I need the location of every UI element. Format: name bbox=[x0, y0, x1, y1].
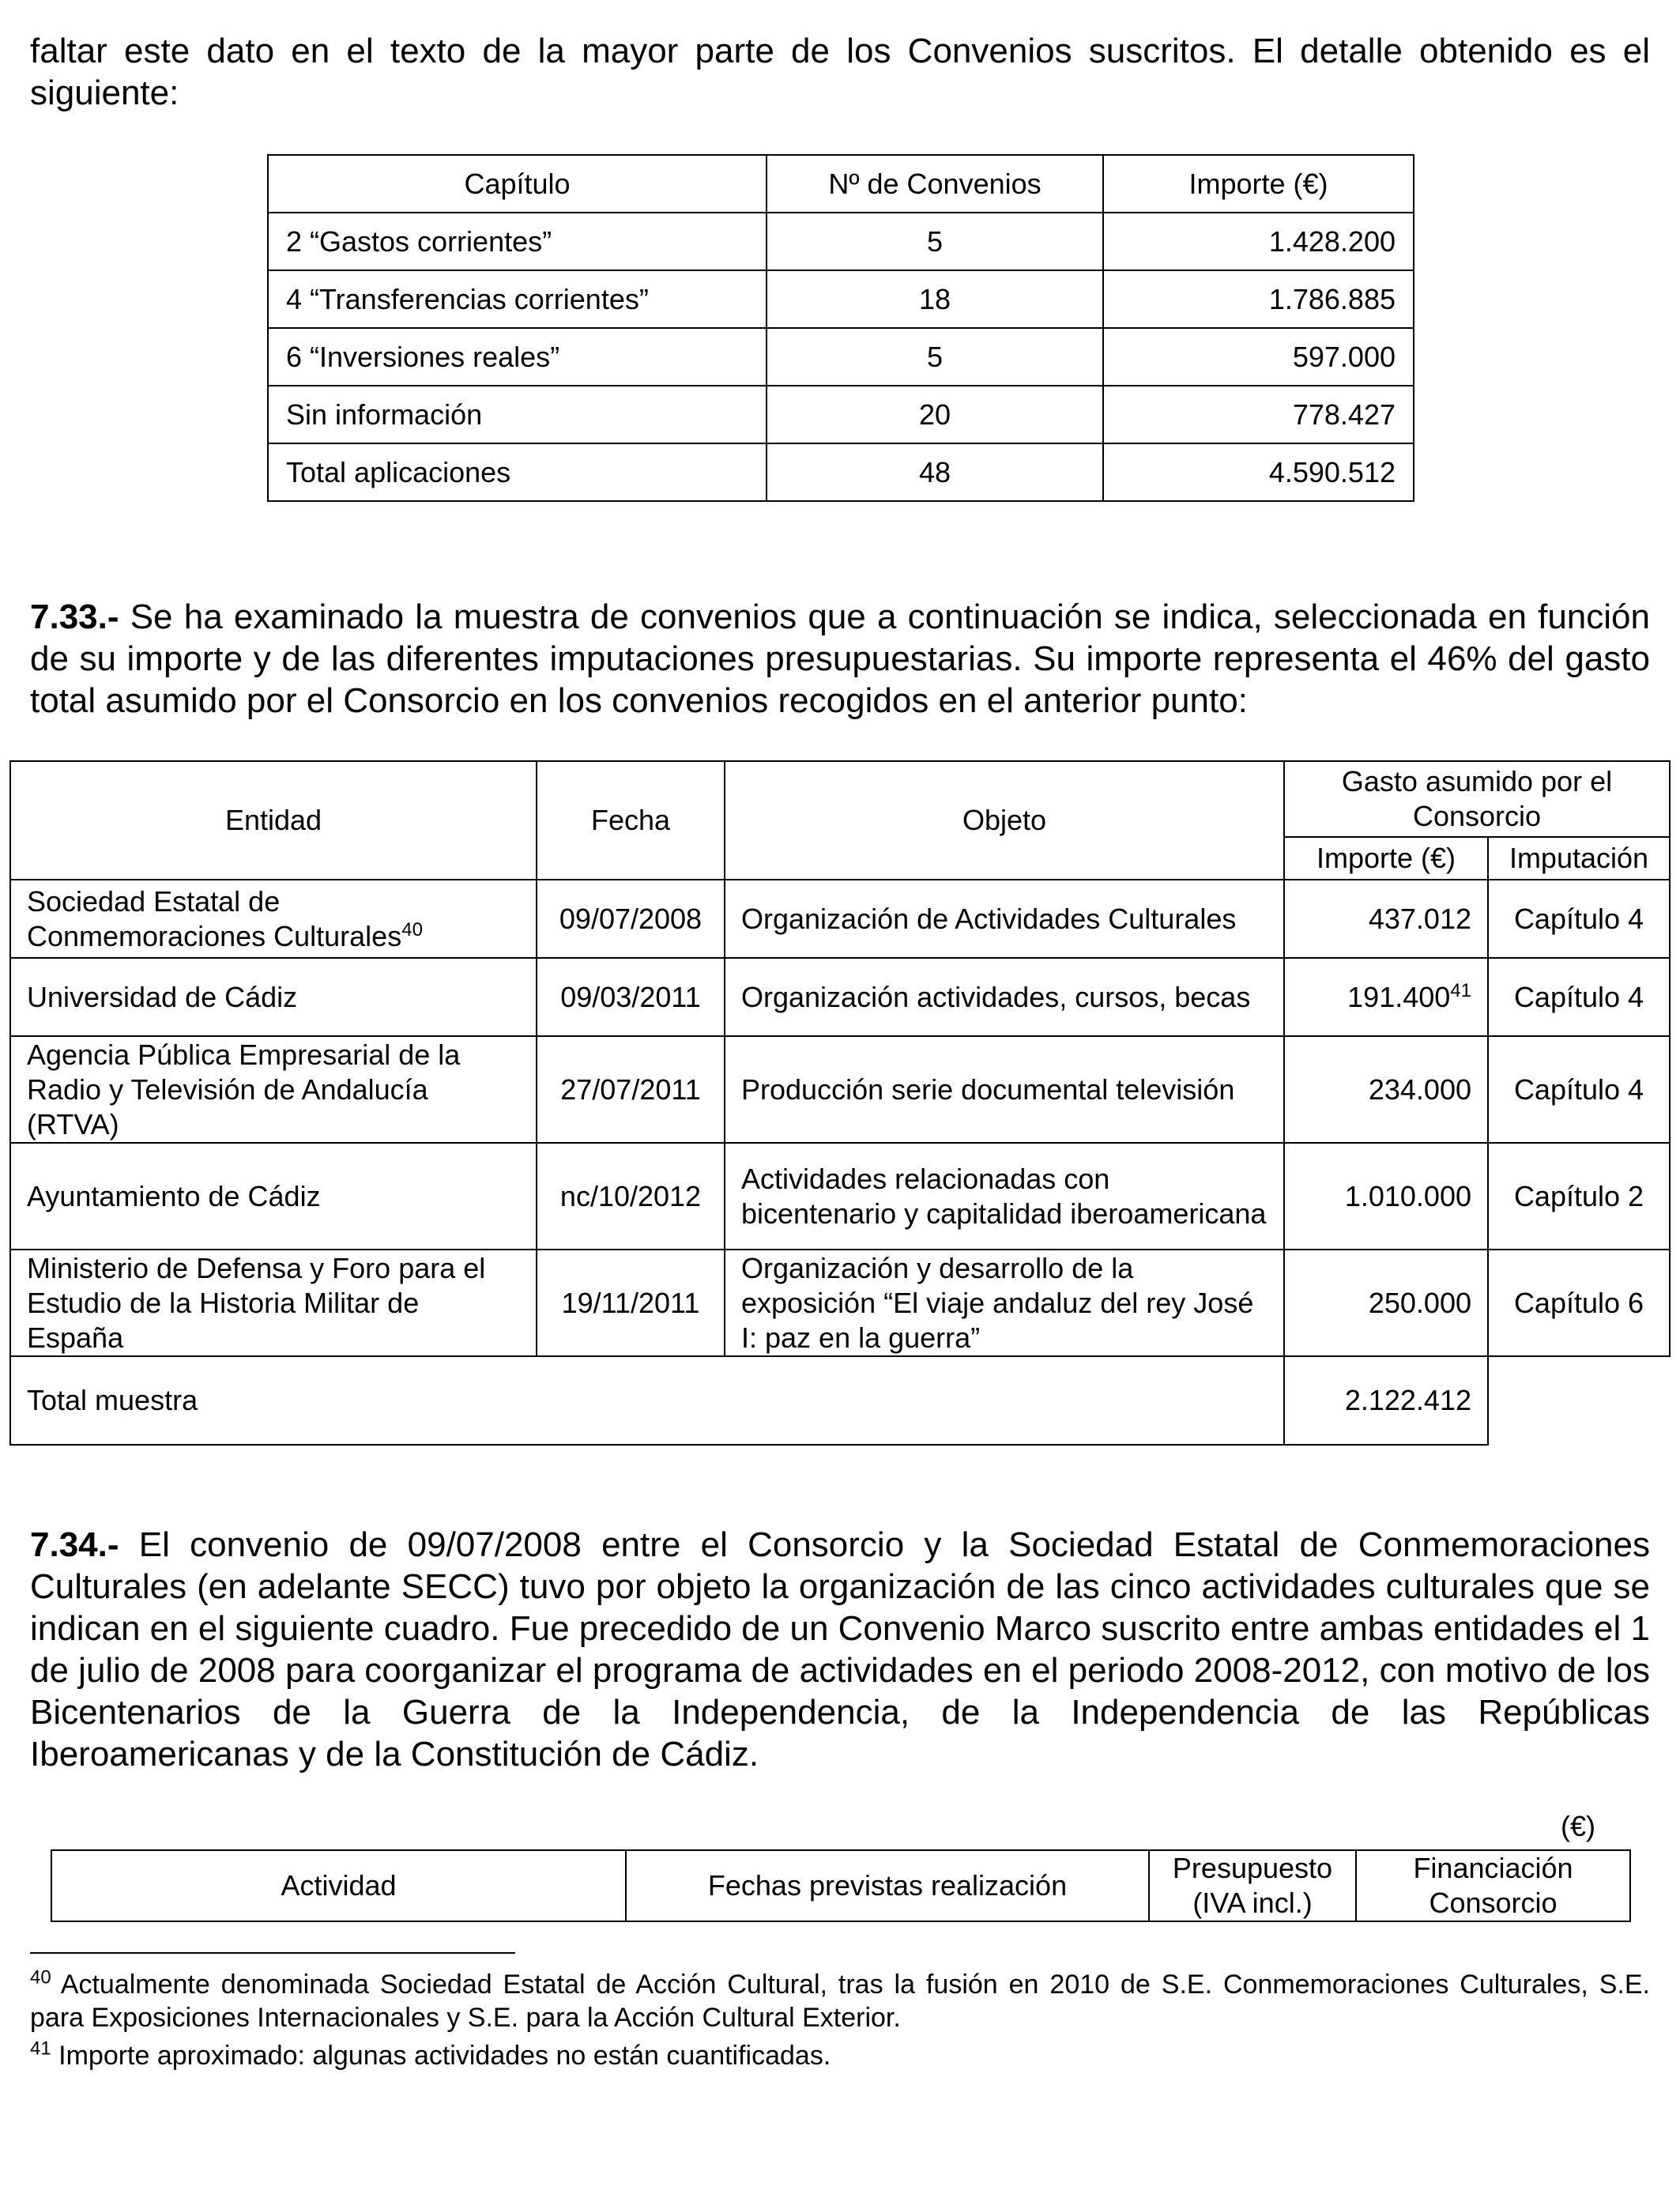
footnote-40 bbox=[30, 1968, 1650, 2034]
cell-importe bbox=[1284, 880, 1488, 958]
cell-total-label: Total muestra bbox=[10, 1356, 1284, 1445]
footnote-number: 41 bbox=[30, 2038, 51, 2060]
cell-imputacion: Capítulo 4 bbox=[1488, 958, 1670, 1036]
entidad-text: Sociedad Estatal de Conmemoraciones Culturales bbox=[27, 884, 402, 952]
section-number: 7.33.- bbox=[30, 598, 119, 636]
cell-objeto: Actividades relacionadas con bicentenario y capitalidad iberoamericana bbox=[725, 1143, 1284, 1250]
cell-empty bbox=[1488, 1356, 1670, 1445]
paragraph-text: Se ha examinado la muestra de convenios que a continuación se indica, seleccionada en función de su importe y de las diferentes imputaciones presupuestarias. Su importe representa el 46% del gasto total asumido por el Consorcio en los convenios recogidos en el anterior punto: bbox=[30, 598, 1650, 720]
entidad-text: Ministerio de Defensa y Foro para el Estudio de la Historia Militar de España bbox=[27, 1251, 486, 1354]
cell-fecha: nc/10/2012 bbox=[537, 1143, 725, 1250]
table-muestra-convenios bbox=[9, 760, 1671, 1446]
table-row bbox=[268, 328, 1414, 386]
cell-num: 48 bbox=[767, 443, 1103, 501]
cell-capitulo: Total aplicaciones bbox=[268, 443, 767, 501]
footnote-ref: 40 bbox=[401, 918, 423, 941]
intro-paragraph: faltar este dato en el texto de la mayor parte de los Convenios suscritos. El detalle obtenido es el siguiente: bbox=[30, 32, 1650, 112]
importe-text: 234.000 bbox=[1368, 1072, 1471, 1106]
cell-capitulo: 6 “Inversiones reales” bbox=[268, 328, 767, 386]
table-row bbox=[268, 386, 1414, 443]
cell-objeto: Organización actividades, cursos, becas bbox=[725, 958, 1284, 1036]
importe-text: 191.400 bbox=[1347, 980, 1451, 1013]
cell-entidad bbox=[10, 1036, 537, 1143]
cell-importe bbox=[1284, 1143, 1488, 1250]
header-financiacion: Financiación Consorcio bbox=[1356, 1850, 1630, 1921]
header-num-convenios: Nº de Convenios bbox=[767, 155, 1103, 213]
table-total-row bbox=[10, 1356, 1670, 1445]
paragraph-7-34 bbox=[30, 1524, 1650, 1775]
table-row bbox=[10, 1143, 1670, 1250]
table-row bbox=[10, 958, 1670, 1036]
cell-entidad bbox=[10, 880, 537, 958]
header-actividad: Actividad bbox=[51, 1850, 626, 1921]
header-importe: Importe (€) bbox=[1284, 837, 1488, 880]
table-capitulos bbox=[267, 154, 1414, 502]
cell-imputacion: Capítulo 4 bbox=[1488, 1036, 1670, 1143]
cell-fecha: 09/07/2008 bbox=[537, 880, 725, 958]
header-imputacion: Imputación bbox=[1488, 837, 1670, 880]
footnote-number: 40 bbox=[30, 1966, 51, 1989]
cell-fecha: 27/07/2011 bbox=[537, 1036, 725, 1143]
cell-importe: 1.428.200 bbox=[1103, 213, 1414, 270]
table-row bbox=[268, 270, 1414, 328]
cell-fecha: 09/03/2011 bbox=[537, 958, 725, 1036]
header-presupuesto: Presupuesto (IVA incl.) bbox=[1149, 1850, 1356, 1921]
table-header-row bbox=[10, 761, 1670, 837]
cell-capitulo: 4 “Transferencias corrientes” bbox=[268, 270, 767, 328]
table-row bbox=[268, 213, 1414, 270]
entidad-text: Agencia Pública Empresarial de la Radio y Televisión de Andalucía (RTVA) bbox=[27, 1038, 461, 1140]
table-header-row bbox=[51, 1850, 1630, 1921]
header-gasto-asumido: Gasto asumido por el Consorcio bbox=[1284, 761, 1670, 837]
cell-importe bbox=[1284, 1036, 1488, 1143]
footnote-text: Importe aproximado: algunas actividades no están cuantificadas. bbox=[51, 2041, 831, 2071]
header-capitulo: Capítulo bbox=[268, 155, 767, 213]
cell-objeto: Producción serie documental televisión bbox=[725, 1036, 1284, 1143]
table-row bbox=[10, 880, 1670, 958]
cell-importe bbox=[1284, 1250, 1488, 1356]
cell-objeto: Organización y desarrollo de la exposición “El viaje andaluz del rey José I: paz en la guerra” bbox=[725, 1250, 1284, 1356]
header-fechas-previstas: Fechas previstas realización bbox=[626, 1850, 1149, 1921]
footnote-ref: 41 bbox=[1450, 979, 1471, 1001]
cell-importe bbox=[1284, 958, 1488, 1036]
importe-text: 437.012 bbox=[1368, 902, 1471, 935]
entidad-text: Ayuntamiento de Cádiz bbox=[27, 1179, 321, 1212]
cell-importe: 597.000 bbox=[1103, 328, 1414, 386]
header-objeto: Objeto bbox=[725, 761, 1284, 880]
unit-label: (€) bbox=[1561, 1810, 1595, 1842]
importe-text: 250.000 bbox=[1368, 1286, 1471, 1319]
cell-importe: 4.590.512 bbox=[1103, 443, 1414, 501]
table-row bbox=[10, 1250, 1670, 1356]
cell-capitulo: Sin información bbox=[268, 386, 767, 443]
paragraph-text: El convenio de 09/07/2008 entre el Consorcio y la Sociedad Estatal de Conmemoraciones Culturales (en adelante SECC) tuvo por objeto la organización de las cinco actividades culturales que se indican en el siguiente cuadro. Fue precedido de un Convenio Marco suscrito entre ambas entidades el 1 de julio de 2008 para coorganizar el programa de actividades en el periodo 2008-2012, con motivo de los Bicentenarios de la Guerra de la Independencia, de la Independencia de las Repúblicas Iberoamericanas y de la Constitución de Cádiz. bbox=[30, 1525, 1650, 1774]
section-number: 7.34.- bbox=[30, 1525, 119, 1564]
cell-fecha: 19/11/2011 bbox=[537, 1250, 725, 1356]
table-total-row bbox=[268, 443, 1414, 501]
table-row bbox=[10, 1036, 1670, 1143]
header-importe: Importe (€) bbox=[1103, 155, 1414, 213]
cell-imputacion: Capítulo 2 bbox=[1488, 1143, 1670, 1250]
cell-importe: 778.427 bbox=[1103, 386, 1414, 443]
footnote-separator bbox=[30, 1952, 515, 1954]
cell-total-value: 2.122.412 bbox=[1284, 1356, 1488, 1445]
cell-objeto: Organización de Actividades Culturales bbox=[725, 880, 1284, 958]
paragraph-7-33 bbox=[30, 596, 1650, 722]
header-entidad: Entidad bbox=[10, 761, 537, 880]
cell-entidad bbox=[10, 958, 537, 1036]
table-header-row bbox=[268, 155, 1414, 213]
cell-num: 5 bbox=[767, 328, 1103, 386]
cell-importe: 1.786.885 bbox=[1103, 270, 1414, 328]
footnote-41 bbox=[30, 2039, 1650, 2072]
header-fecha: Fecha bbox=[537, 761, 725, 880]
table-actividades bbox=[51, 1849, 1631, 1922]
cell-imputacion: Capítulo 6 bbox=[1488, 1250, 1670, 1356]
cell-entidad bbox=[10, 1143, 537, 1250]
cell-capitulo: 2 “Gastos corrientes” bbox=[268, 213, 767, 270]
cell-num: 5 bbox=[767, 213, 1103, 270]
entidad-text: Universidad de Cádiz bbox=[27, 980, 298, 1013]
importe-text: 1.010.000 bbox=[1344, 1179, 1471, 1212]
cell-imputacion: Capítulo 4 bbox=[1488, 880, 1670, 958]
cell-num: 18 bbox=[767, 270, 1103, 328]
cell-entidad bbox=[10, 1250, 537, 1356]
cell-num: 20 bbox=[767, 386, 1103, 443]
footnote-text: Actualmente denominada Sociedad Estatal de Acción Cultural, tras la fusión en 2010 de S.E. Conmemoraciones Culturales, S.E. para Exposiciones Internacionales y S.E. para la Acción Cultural Exterior. bbox=[30, 1970, 1650, 2033]
